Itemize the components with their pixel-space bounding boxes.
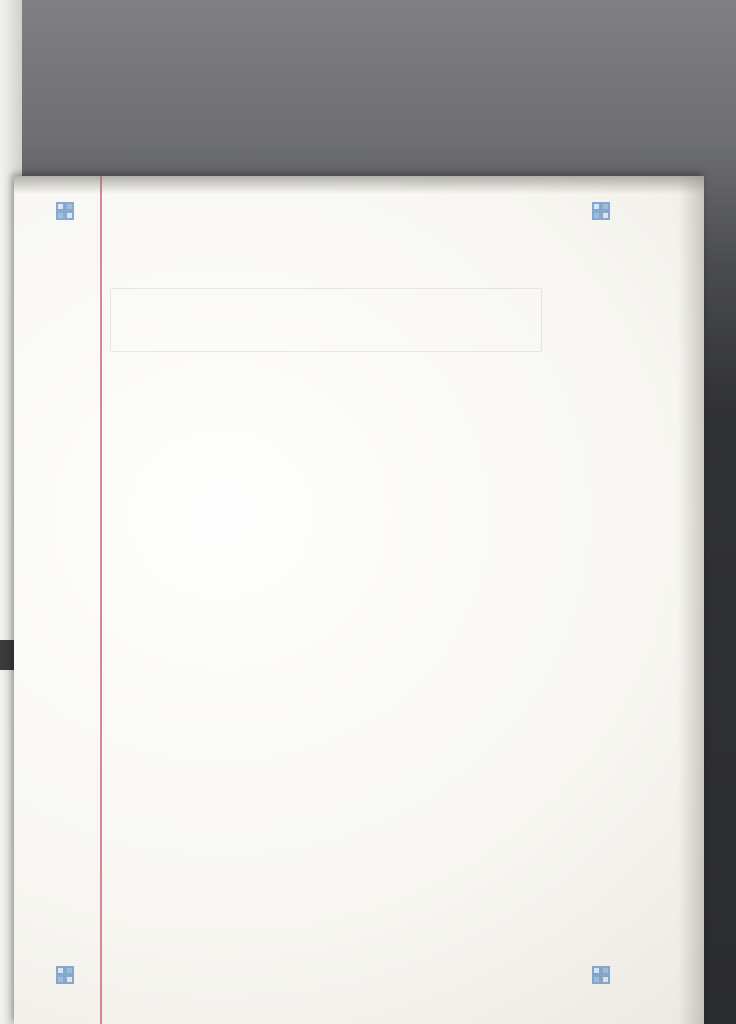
paper-tint xyxy=(14,176,704,1024)
margin-rule xyxy=(100,176,102,1024)
ruled-lines xyxy=(14,176,704,1024)
registration-mark xyxy=(56,966,74,984)
registration-mark xyxy=(592,966,610,984)
paper-impression xyxy=(110,288,542,352)
registration-mark xyxy=(592,202,610,220)
notebook-page xyxy=(14,176,704,1024)
registration-mark xyxy=(56,202,74,220)
page-spine-shadow xyxy=(14,176,704,194)
page-right-edge-shadow xyxy=(678,176,704,1024)
